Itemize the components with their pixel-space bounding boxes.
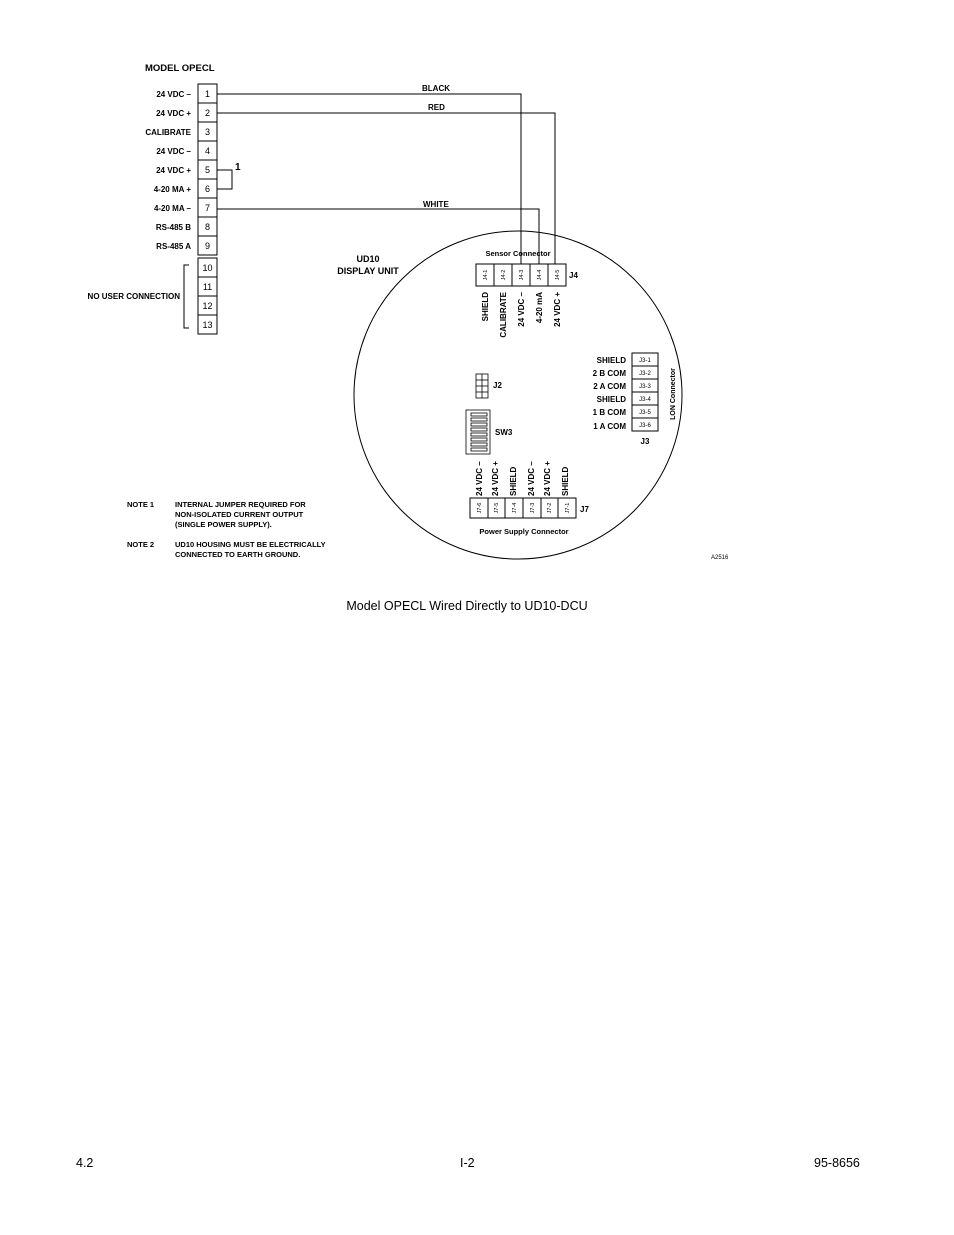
j2-name: J2: [493, 381, 502, 390]
wire-red: [217, 113, 555, 264]
terminal-label: 24 VDC –: [156, 147, 191, 156]
j7-pin: J7-1: [565, 502, 571, 514]
jumper-note-ref: 1: [235, 162, 241, 173]
terminal-number: 9: [204, 241, 211, 251]
j7-pin-label: SHIELD: [509, 466, 518, 496]
note-line: INTERNAL JUMPER REQUIRED FOR: [175, 500, 306, 509]
j3-title: LON Connector: [670, 368, 677, 420]
terminal-number: 11: [202, 282, 213, 292]
terminal-label: CALIBRATE: [145, 128, 191, 137]
terminal-label: 24 VDC +: [156, 109, 191, 118]
j3-pin-label: SHIELD: [596, 356, 626, 365]
j3-pin-label: 2 B COM: [592, 369, 626, 378]
j4-pin-label: SHIELD: [481, 292, 490, 322]
footer-revision: 4.2: [76, 1156, 94, 1170]
unit-name: UD10: [356, 254, 380, 264]
j7-pin-label: SHIELD: [561, 466, 570, 496]
j4-pin-label: 24 VDC –: [517, 292, 526, 327]
j7-pin: J7-5: [494, 502, 500, 514]
j7-title: Power Supply Connector: [479, 527, 569, 536]
j4-pin: J4-4: [537, 269, 543, 281]
j7-name: J7: [580, 505, 589, 514]
terminal-label: 4-20 MA –: [153, 204, 191, 213]
figure-code: A2516: [711, 555, 729, 561]
j4-pin: J4-5: [555, 269, 561, 281]
j3-connector: [632, 353, 658, 431]
j3-pin: J3-4: [639, 397, 651, 403]
j3-pin: J3-5: [639, 410, 651, 416]
sw3-name: SW3: [495, 428, 513, 437]
unit-description: DISPLAY UNIT: [337, 266, 399, 276]
j7-pin: J7-2: [547, 502, 553, 514]
j3-pin: J3-2: [639, 371, 651, 377]
figure-caption: Model OPECL Wired Directly to UD10-DCU: [346, 599, 588, 613]
note-line: UD10 HOUSING MUST BE ELECTRICALLY: [175, 540, 326, 549]
terminal-number: 2: [204, 108, 211, 118]
ud10-housing-circle: [354, 231, 682, 559]
terminal-number: 4: [204, 146, 211, 156]
note-line: NON-ISOLATED CURRENT OUTPUT: [175, 510, 304, 519]
j7-pin: J7-3: [530, 502, 536, 514]
j4-pin-label: 24 VDC +: [553, 292, 562, 327]
note-line: (SINGLE POWER SUPPLY).: [175, 520, 272, 529]
j3-pin: J3-3: [639, 384, 651, 390]
terminal-number: 12: [202, 301, 213, 311]
model-title: MODEL OPECL: [145, 63, 215, 74]
j3-pin-label: SHIELD: [596, 395, 626, 404]
terminal-number: 7: [204, 203, 211, 213]
j4-pin: J4-2: [501, 269, 507, 281]
j3-pin: J3-1: [639, 358, 651, 364]
footer-document-number: 95-8656: [814, 1156, 860, 1170]
j4-pin-label: 4-20 mA: [535, 292, 544, 324]
terminal-number: 6: [204, 184, 211, 194]
j4-pin: J4-1: [483, 269, 489, 281]
terminal-number: 8: [204, 222, 211, 232]
terminal-label: 24 VDC +: [156, 166, 191, 175]
footer-page-number: I-2: [460, 1156, 475, 1170]
j3-pin-label: 2 A COM: [593, 382, 626, 391]
wire-black: [217, 94, 521, 264]
j7-pin-label: 24 VDC –: [527, 461, 536, 496]
j3-pin-label: 1 A COM: [593, 422, 626, 431]
j4-title: Sensor Connector: [485, 249, 551, 258]
note-label: NOTE 2: [127, 540, 155, 549]
j7-connector: [470, 498, 576, 518]
terminal-number: 1: [204, 89, 211, 99]
terminal-label: 24 VDC –: [156, 90, 191, 99]
sw3-dip-switch: [466, 410, 490, 454]
no-connection-bracket: [184, 265, 189, 328]
j3-pin-label: 1 B COM: [592, 408, 626, 417]
terminal-label: 4-20 MA +: [153, 185, 191, 194]
jumper-wire: [217, 170, 232, 189]
wire-label-black: BLACK: [422, 84, 450, 93]
j3-pin: J3-6: [639, 423, 651, 429]
note-line: CONNECTED TO EARTH GROUND.: [175, 550, 301, 559]
j2-header: [476, 374, 488, 398]
j7-pin-label: 24 VDC +: [543, 461, 552, 496]
j7-pin-label: 24 VDC –: [475, 461, 484, 496]
j7-pin: J7-6: [477, 502, 483, 514]
terminal-number: 10: [202, 263, 213, 273]
j3-name: J3: [640, 437, 650, 446]
terminal-number: 3: [204, 127, 211, 137]
j7-pin: J7-4: [512, 502, 518, 514]
j7-pin-label: 24 VDC +: [491, 461, 500, 496]
wire-label-white: WHITE: [423, 200, 449, 209]
note-label: NOTE 1: [127, 500, 155, 509]
j4-pin-label: CALIBRATE: [499, 292, 508, 338]
j4-pin: J4-3: [519, 269, 525, 281]
terminal-number: 13: [202, 320, 213, 330]
j4-name: J4: [569, 271, 578, 280]
terminal-label: RS-485 A: [156, 242, 191, 251]
wire-label-red: RED: [428, 103, 445, 112]
terminal-label: RS-485 B: [155, 223, 191, 232]
terminal-number: 5: [204, 165, 211, 175]
no-user-connection-label: NO USER CONNECTION: [87, 292, 180, 301]
